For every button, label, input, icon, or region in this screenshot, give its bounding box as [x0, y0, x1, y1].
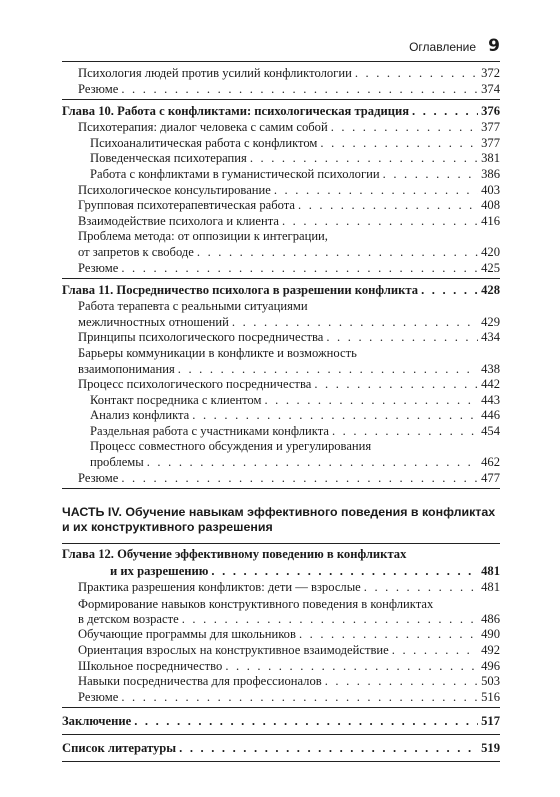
toc-subentry[interactable]: Работа с конфликтами в гуманистической психологии . . . 386: [62, 167, 500, 183]
toc-entry[interactable]: Резюме . . . 425: [62, 261, 500, 277]
conclusion-entry[interactable]: Заключение . . . 517: [62, 712, 500, 730]
references-entry[interactable]: Список литературы . . . 519: [62, 739, 500, 757]
header-page-number: 9: [488, 36, 500, 56]
toc-entry[interactable]: Резюме . . . 374: [62, 82, 500, 98]
part-heading-line2: и их конструктивного разрешения: [62, 520, 273, 535]
toc-entry[interactable]: Психологическое консультирование . . . 403: [62, 183, 500, 199]
toc-entry[interactable]: Обучающие программы для школьников . . . 490: [62, 627, 500, 643]
chapter-heading[interactable]: Глава 11. Посредничество психолога в разрешении конфликта . . . 428: [62, 281, 500, 299]
toc-subentry[interactable]: Психоаналитическая работа с конфликтом . . . 377: [62, 136, 500, 152]
toc-section-continued: [62, 64, 500, 100]
toc-chapter-12: [62, 544, 500, 708]
toc-entry-first-line[interactable]: Формирование навыков конструктивного поведения в конфликтах: [78, 596, 434, 611]
chapter-heading[interactable]: и их разрешению . . . 481: [62, 562, 500, 580]
header-rule: [62, 61, 500, 62]
chapter-heading-first-line[interactable]: Глава 12. Обучение эффективному поведению в конфликтах: [62, 547, 407, 562]
table-of-contents: [62, 64, 500, 762]
toc-entry[interactable]: Принципы психологического посредничества . . . 434: [62, 330, 500, 346]
toc-subentry[interactable]: проблемы . . . 462: [62, 455, 500, 471]
running-header: [62, 38, 500, 58]
toc-entry-first-line[interactable]: Работа терапевта с реальными ситуациями: [78, 299, 308, 314]
toc-entry[interactable]: от запретов к свободе . . . 420: [62, 245, 500, 261]
toc-entry[interactable]: Резюме . . . 516: [62, 690, 500, 706]
toc-entry-first-line[interactable]: Барьеры коммуникации в конфликте и возможность: [78, 345, 357, 360]
part-heading[interactable]: [62, 489, 500, 544]
toc-chapter-11: [62, 279, 500, 489]
toc-entry[interactable]: Школьное посредничество . . . 496: [62, 659, 500, 675]
toc-entry[interactable]: Процесс психологического посредничества . . . 442: [62, 377, 500, 393]
toc-entry[interactable]: Ориентация взрослых на конструктивное взаимодействие . . . 492: [62, 643, 500, 659]
toc-entry-first-line[interactable]: Проблема метода: от оппозиции к интеграции,: [78, 229, 328, 244]
toc-subentry[interactable]: Поведенческая психотерапия . . . 381: [62, 151, 500, 167]
toc-entry[interactable]: межличностных отношений . . . 429: [62, 315, 500, 331]
toc-subentry[interactable]: Контакт посредника с клиентом . . . 443: [62, 393, 500, 409]
toc-entry[interactable]: Психотерапия: диалог человека с самим собой . . . 377: [62, 120, 500, 136]
chapter-heading[interactable]: Глава 10. Работа с конфликтами: психологическая традиция . . . 376: [62, 102, 500, 120]
toc-subentry-first-line[interactable]: Процесс совместного обсуждения и урегулирования: [90, 439, 372, 454]
toc-references: [62, 735, 500, 762]
toc-entry[interactable]: Навыки посредничества для профессионалов . . . 503: [62, 674, 500, 690]
toc-entry[interactable]: в детском возрасте . . . 486: [62, 612, 500, 628]
toc-subentry[interactable]: Анализ конфликта . . . 446: [62, 408, 500, 424]
header-title: Оглавление: [409, 40, 476, 54]
toc-conclusion: [62, 708, 500, 735]
toc-entry[interactable]: Взаимодействие психолога и клиента . . . 416: [62, 214, 500, 230]
part-heading-line1: ЧАСТЬ IV. Обучение навыкам эффективного поведения в конфликтах: [62, 505, 496, 520]
toc-entry[interactable]: Практика разрешения конфликтов: дети — взрослые . . . 481: [62, 580, 500, 596]
toc-subentry[interactable]: Раздельная работа с участниками конфликта . . . 454: [62, 424, 500, 440]
toc-entry[interactable]: Групповая психотерапевтическая работа . . . 408: [62, 198, 500, 214]
toc-entry[interactable]: Психология людей против усилий конфликтологии . . . 372: [62, 66, 500, 82]
toc-entry[interactable]: Резюме . . . 477: [62, 471, 500, 487]
toc-entry[interactable]: взаимопонимания . . . 438: [62, 362, 500, 378]
toc-chapter-10: [62, 100, 500, 279]
